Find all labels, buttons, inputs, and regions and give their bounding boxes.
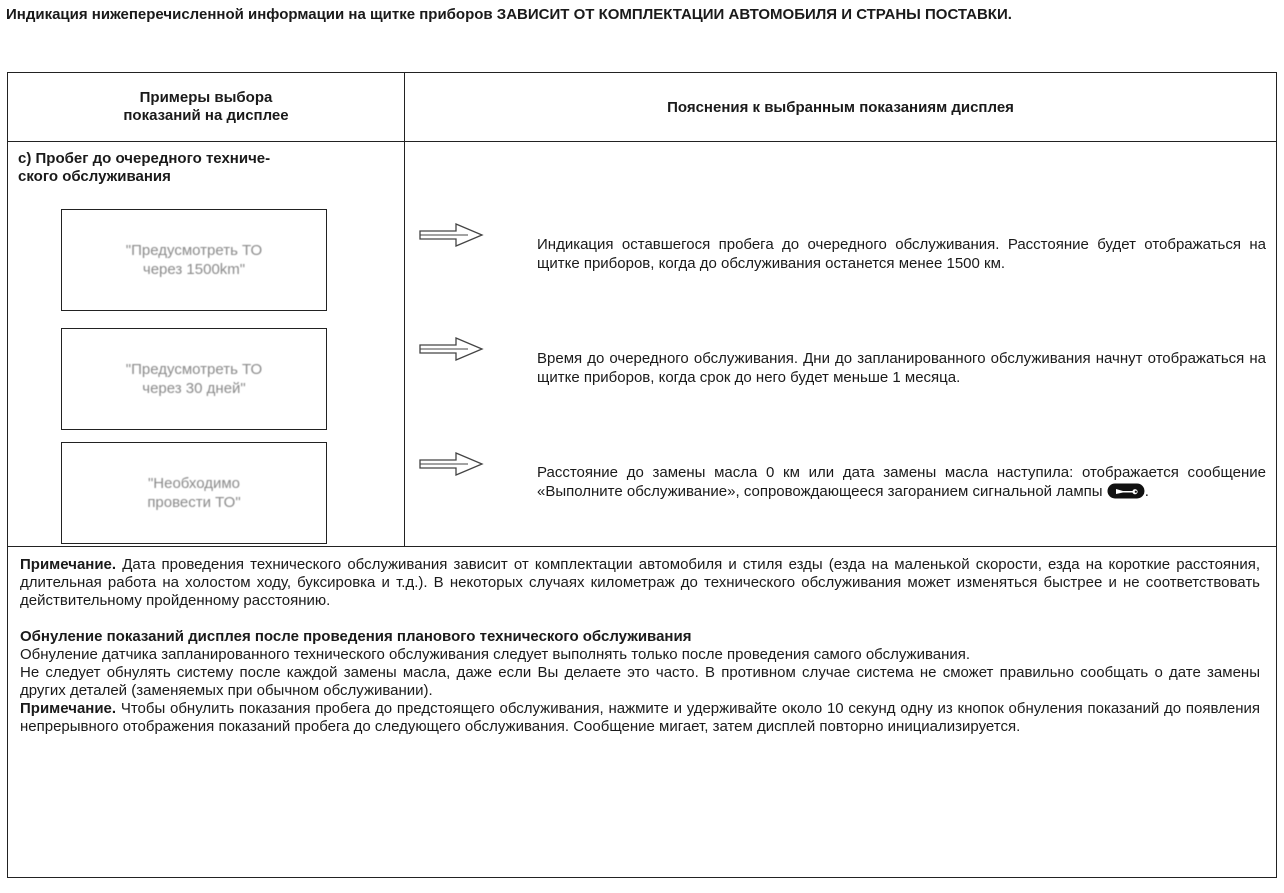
column-header-examples <box>8 73 405 142</box>
section-title <box>18 150 398 186</box>
reset-heading: Обнуление показаний дисплея после проведения планового технического обслуживания <box>20 628 692 645</box>
note-1-label: Примечание. <box>20 556 117 573</box>
note-2 <box>20 700 1260 736</box>
display-example-service-required <box>61 442 327 544</box>
wrench-icon <box>1107 483 1145 499</box>
column-header-explanations: Пояснения к выбранным показаниям дисплея <box>405 73 1276 142</box>
arrow-right-icon <box>418 222 484 248</box>
explanation-service-required-end: . <box>1144 483 1149 500</box>
reset-text-1: Обнуление датчика запланированного технического обслуживания следует выполнять только после проведения самого обслуживания. <box>20 646 971 663</box>
explanation-30-days: Время до очередного обслуживания. Дни до запланированного обслуживания начнут отображаться на щитке приборов, когда срок до него будет меньше 1 месяца. <box>537 350 1266 386</box>
column-header-examples-line1: Примеры выбора <box>139 89 273 106</box>
display-example-text: "Необходимо провести ТО" <box>147 475 241 511</box>
note-1-text: Дата проведения технического обслуживания зависит от комплектации автомобиля и стиля езды (езда на маленькой скорости, езда на короткие расстояния, длительная работа на холостом ходу, буксировка и т.д.). В некоторых случаях километраж до технического обслуживания может изменяться быстрее и не соответствовать действительному пройденному расстоянию. <box>20 556 1260 609</box>
display-example-30-days <box>61 328 327 430</box>
explanation-service-required <box>537 463 1266 501</box>
reset-text-2: Не следует обнулять систему после каждой замены масла, даже если Вы делаете это часто. В противном случае система не сможет правильно сообщать о дате замены других деталей (заменяемых при обычном обслуживании). <box>20 664 1260 699</box>
header-note: Индикация нижеперечисленной информации на щитке приборов ЗАВИСИТ ОТ КОМПЛЕКТАЦИИ АВТОМОБИЛЯ И СТРАНЫ ПОСТАВКИ. <box>6 6 1012 23</box>
note-2-label: Примечание. <box>20 700 117 717</box>
section-title-line2: ского обслуживания <box>18 168 171 185</box>
section-title-line1: c) Пробег до очередного техниче- <box>18 150 271 167</box>
info-table <box>7 72 1277 878</box>
examples-column <box>8 142 405 546</box>
note-2-text: Чтобы обнулить показания пробега до предстоящего обслуживания, нажмите и удерживайте около 10 секунд одну из кнопок обнуления показаний до появления непрерывного отображения показаний пробега до следующего обслуживания. Сообщение мигает, затем дисплей повторно инициализируется. <box>20 700 1260 735</box>
display-example-text: "Предусмотреть ТО через 1500km" <box>125 242 263 278</box>
row-divider <box>8 546 1276 547</box>
explanation-service-required-text: Расстояние до замены масла 0 км или дата замены масла наступила: отображается сообщение «Выполните обслуживание», сопровождающееся загоранием сигнальной лампы <box>537 464 1266 500</box>
note-1 <box>20 556 1260 610</box>
column-header-examples-line2: показаний на дисплее <box>123 107 289 124</box>
arrow-right-icon <box>418 451 484 477</box>
arrow-right-icon <box>418 336 484 362</box>
display-example-text: "Предусмотреть ТО через 30 дней" <box>125 361 263 397</box>
notes-section <box>20 556 1260 736</box>
explanation-1500km: Индикация оставшегося пробега до очередного обслуживания. Расстояние будет отображаться на щитке приборов, когда до обслуживания останется менее 1500 км. <box>537 236 1266 272</box>
display-example-1500km <box>61 209 327 311</box>
